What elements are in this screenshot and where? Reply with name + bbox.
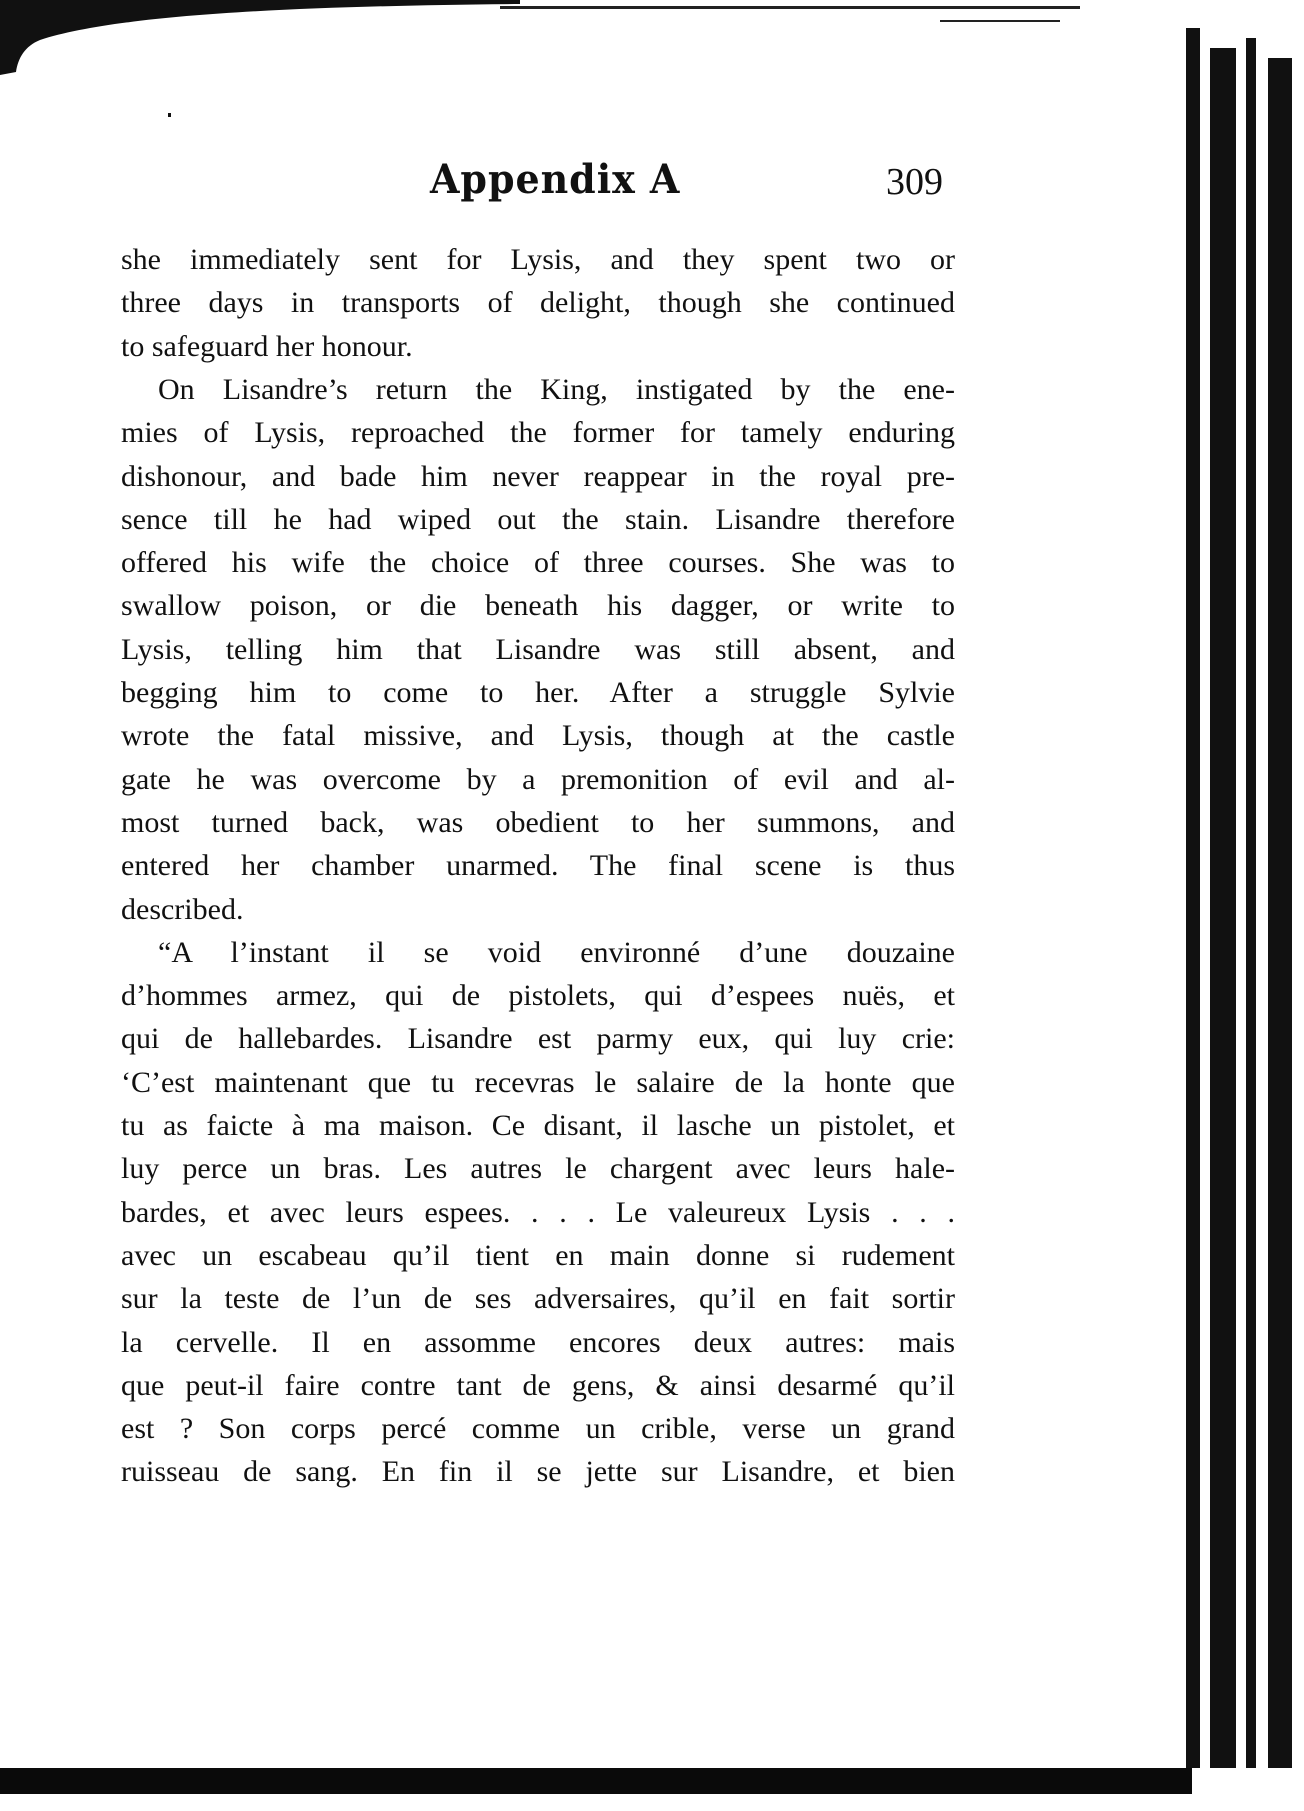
text-line: Lysis, telling him that Lisandre was still absent, and: [121, 632, 955, 666]
text-line: avec un escabeau qu’il tient en main donne si rudement: [121, 1238, 955, 1272]
text-line: sur la teste de l’un de ses adversaires, qu’il en fait sortir: [121, 1282, 955, 1316]
text-line: tu as faicte à ma maison. Ce disant, il lasche un pistolet, et: [121, 1109, 955, 1142]
text-line: wrote the fatal missive, and Lysis, though at the castle: [121, 719, 955, 753]
text-line: “A l’instant il se void environné d’une douzaine: [158, 935, 955, 969]
page-number: 309: [886, 161, 943, 203]
text-line: gate he was overcome by a premonition of evil and al-: [121, 762, 955, 796]
text-line: que peut-il faire contre tant de gens, & ainsi desarmé qu’il: [121, 1368, 955, 1402]
running-header: Appendix A: [430, 156, 681, 203]
text-line: bardes, et avec leurs espees. . . . Le valeureux Lysis . . .: [121, 1195, 955, 1229]
text-line: to safeguard her honour.: [121, 329, 413, 363]
text-line: offered his wife the choice of three courses. She was to: [121, 546, 955, 580]
text-line: swallow poison, or die beneath his dagger, or write to: [121, 589, 955, 623]
text-line: la cervelle. Il en assomme encores deux autres: mais: [121, 1325, 955, 1359]
scan-top-edge: [940, 20, 1060, 22]
scan-top-edge: [500, 6, 1080, 9]
text-line: d’hommes armez, qui de pistolets, qui d’espees nuës, et: [121, 979, 955, 1013]
text-line: begging him to come to her. After a struggle Sylvie: [121, 676, 955, 709]
text-line: entered her chamber unarmed. The final scene is thus: [121, 849, 955, 883]
text-line: dishonour, and bade him never reappear in the royal pre-: [121, 459, 955, 493]
text-line: ruisseau de sang. En fin il se jette sur Lisandre, et bien: [121, 1455, 955, 1489]
text-line: mies of Lysis, reproached the former for tamely enduring: [121, 416, 955, 450]
text-line: most turned back, was obedient to her summons, and: [121, 805, 955, 839]
text-line: luy perce un bras. Les autres le chargent avec leurs hale-: [121, 1152, 955, 1186]
scan-speck: [168, 113, 171, 117]
text-line: sence till he had wiped out the stain. Lisandre therefore: [121, 502, 955, 536]
scan-bottom-edge: [0, 1768, 1192, 1794]
scan-page-edge-stripes: [1186, 18, 1296, 1780]
text-line: described.: [121, 892, 244, 926]
text-line: three days in transports of delight, though she continued: [121, 286, 955, 320]
text-line: ‘C’est maintenant que tu recevras le salaire de la honte que: [121, 1065, 955, 1099]
scan-corner-shadow: [0, 0, 520, 80]
text-line: est ? Son corps percé comme un crible, verse un grand: [121, 1412, 955, 1446]
text-line: On Lisandre’s return the King, instigated by the ene-: [158, 372, 955, 406]
text-line: qui de hallebardes. Lisandre est parmy eux, qui luy crie:: [121, 1022, 955, 1056]
text-line: she immediately sent for Lysis, and they spent two or: [121, 243, 955, 276]
